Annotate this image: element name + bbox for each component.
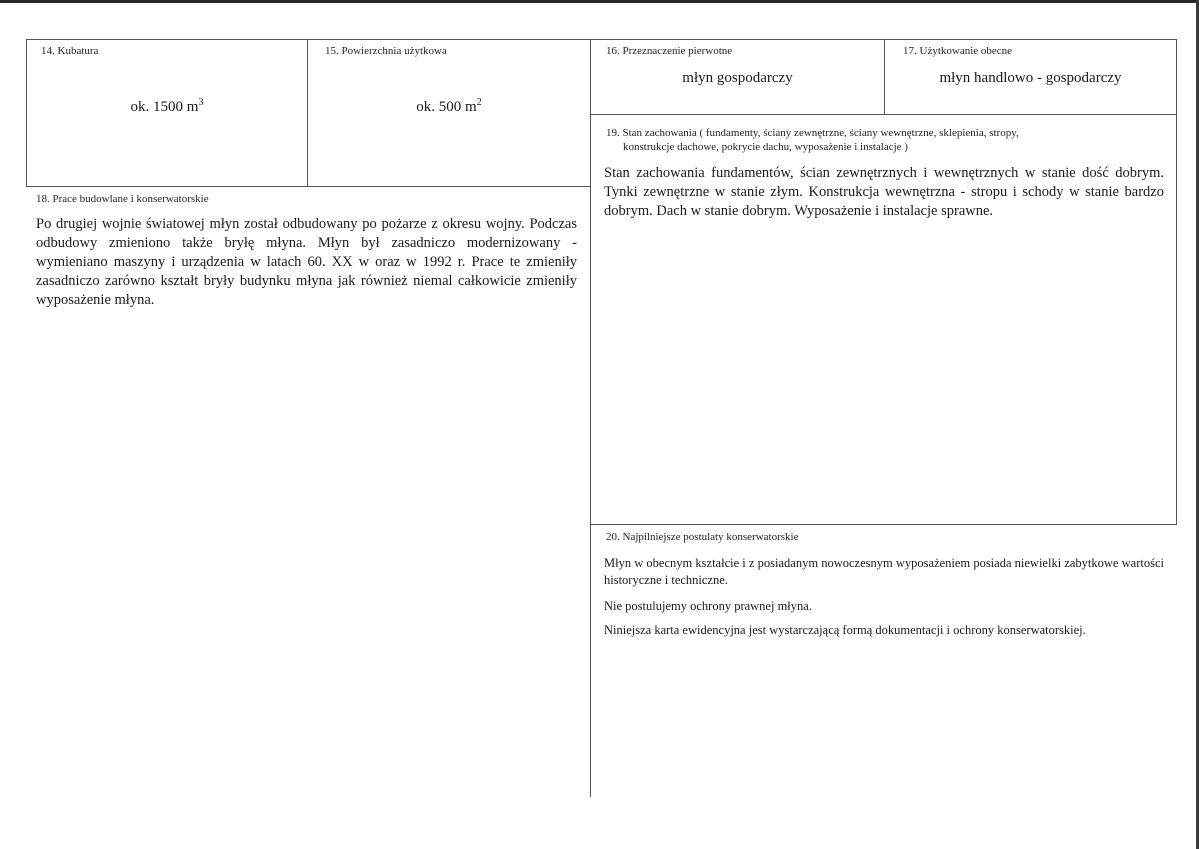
- grid-line-row1-left: [26, 186, 590, 187]
- field-14-value-main: ok. 1500 m: [130, 99, 199, 115]
- field-19-label-line1: 19. Stan zachowania ( fundamenty, ściany zewnętrzne, ściany wewnętrzne, sklepienia, stropy,: [606, 127, 1019, 139]
- field-15-value-main: ok. 500 m: [416, 99, 477, 115]
- page-top-edge: [0, 0, 1199, 3]
- grid-line-section20: [590, 524, 1177, 525]
- field-20-paragraph-3: Niniejsza karta ewidencyjna jest wystarczającą formą dokumentacji i ochrony konserwatorskiej.: [604, 623, 1086, 637]
- field-18-text: Po drugiej wojnie światowej młyn został odbudowany po pożarze z okresu wojny. Podczas odbudowy zmieniono także bryłę młyna. Młyn był zasadniczo modernizowany - wymieniano maszyny i urządzenia w latach 60. XX w oraz w 1992 r. Prace te zmieniły zasadniczo zarówno kształt bryły budynku młyna jak również niemal całkowicie zmieniły wyposażenie młyna.: [36, 216, 577, 308]
- field-19-text: Stan zachowania fundamentów, ścian zewnętrznych i wewnętrznych w stanie dość dobrym. Tynki zewnętrzne w stanie złym. Konstrukcja wewnętrzna - stropu i schody w stanie bardzo dobrym. Dach w stanie dobrym. Wyposażenie i instalacje sprawne.: [604, 165, 1164, 219]
- field-19-label: [606, 126, 1166, 154]
- grid-line-top: [26, 39, 1177, 40]
- field-16-label: 16. Przeznaczenie pierwotne: [606, 45, 733, 57]
- field-19-label-line2: konstrukcje dachowe, pokrycie dachu, wyposażenie i instalacje ): [623, 141, 908, 153]
- field-14-label: 14. Kubatura: [41, 45, 99, 57]
- field-17-value: młyn handlowo - gospodarczy: [939, 70, 1122, 86]
- field-15-value-superscript: 2: [476, 97, 482, 108]
- field-20-paragraph-2: Nie postulujemy ochrony prawnej młyna.: [604, 599, 812, 613]
- field-14-value: [27, 94, 307, 116]
- field-16-value: młyn gospodarczy: [682, 70, 793, 86]
- field-20-label: 20. Najpilniejsze postulaty konserwatorskie: [606, 531, 799, 543]
- field-20-paragraph-1: Młyn w obecnym kształcie i z posiadanym nowoczesnym wyposażeniem posiada niewielki zabytkowe wartości historyczne i techniczne.: [604, 556, 1164, 587]
- grid-line-middle: [590, 39, 591, 797]
- field-18-label: 18. Prace budowlane i konserwatorskie: [36, 193, 209, 205]
- field-15-label: 15. Powierzchnia użytkowa: [325, 45, 447, 57]
- field-15-value: [308, 94, 590, 116]
- field-14-value-superscript: 3: [198, 97, 204, 108]
- field-17-label: 17. Użytkowanie obecne: [903, 45, 1013, 57]
- grid-line-right: [1176, 39, 1177, 525]
